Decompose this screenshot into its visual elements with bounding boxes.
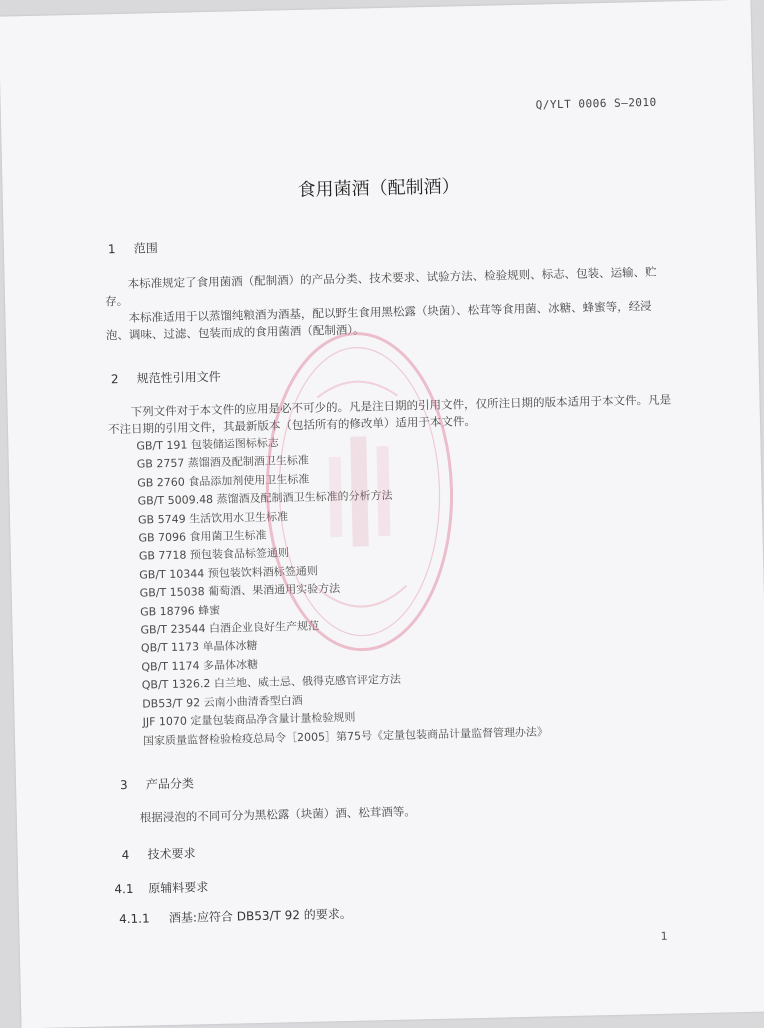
section-number: 1	[107, 242, 116, 257]
document-title: 食用菌酒（配制酒）	[297, 176, 460, 201]
section-3-heading	[120, 774, 194, 793]
reference-item: GB/T 23544 白酒企业良好生产规范	[140, 619, 320, 637]
section-title: 产品分类	[145, 776, 195, 792]
section-title: 酒基:应符合 DB53/T 92 的要求。	[168, 906, 352, 926]
reference-item: GB 2757 蒸馏酒及配制酒卫生标准	[136, 454, 309, 472]
scope-paragraph: 本标准适用于以蒸馏纯粮酒为酒基，配以野生食用黑松露（块菌）、松茸等食用菌、冰糖、蜂蜜等，经浸泡、调味、过滤、包装而成的食用菌酒（配制酒）。	[105, 298, 652, 343]
reference-item: GB/T 15038 葡萄酒、果酒通用实验方法	[139, 582, 341, 600]
section-title: 规范性引用文件	[136, 369, 221, 386]
document-code: Q/YLT 0006 S—2010	[535, 95, 657, 112]
reference-item: GB 2760 食品添加剂使用卫生标准	[137, 472, 310, 490]
reference-item: GB 18796 蜂蜜	[140, 603, 221, 619]
reference-item: DB53/T 92 云南小曲清香型白酒	[142, 693, 303, 711]
section-4-1-heading	[114, 878, 208, 897]
section-1-heading	[108, 239, 158, 257]
section-title: 技术要求	[147, 846, 196, 862]
reference-item: QB/T 1174 多晶体冰糖	[141, 657, 259, 674]
reference-item: GB 7096 食用菌卫生标准	[138, 528, 267, 545]
classification-paragraph: 根据浸泡的不同可分为黑松露（块菌）酒、松茸酒等。	[139, 804, 416, 825]
reference-item: JJF 1070 定量包装商品净含量计量检验规则	[142, 710, 356, 729]
section-number: 4.1.1	[118, 911, 150, 927]
section-number: 2	[110, 372, 119, 387]
page-number: 1	[660, 929, 668, 943]
references-list	[136, 428, 548, 750]
reference-item: QB/T 1326.2 白兰地、威士忌、俄得克感官评定方法	[141, 672, 402, 692]
reference-item: GB/T 10344 预包装饮料酒标签通则	[139, 564, 318, 582]
section-number: 4	[121, 847, 130, 863]
section-number: 4.1	[114, 881, 134, 897]
reference-item: GB 7718 预包装食品标签通则	[138, 546, 290, 564]
references-intro-text: 下列文件对于本文件的应用是必不可少的。凡是注日期的引用文件，仅所注日期的版本适用于本文件。凡是不注日期的引用文件，其最新版本（包括所有的修改单）适用于本文件。	[107, 392, 672, 437]
scope-text	[105, 263, 672, 344]
section-number: 3	[119, 777, 128, 793]
section-4-1-1-heading	[119, 905, 352, 927]
reference-item: GB/T 191 包装储运图标标志	[136, 436, 279, 453]
reference-item: QB/T 1173 单晶体冰糖	[140, 639, 258, 656]
section-title: 原辅料要求	[148, 880, 209, 896]
section-2-heading	[111, 368, 221, 387]
reference-item: 国家质量监督检验检疫总局令［2005］第75号《定量包装商品计量监督管理办法》	[142, 724, 549, 748]
reference-item: GB/T 5009.48 蒸馏酒及配制酒卫生标准的分析方法	[137, 489, 393, 508]
classification-text	[117, 797, 683, 827]
section-4-heading	[121, 844, 195, 863]
section-title: 范围	[133, 241, 158, 256]
reference-item: GB 5749 生活饮用水卫生标准	[137, 509, 289, 527]
scope-paragraph: 本标准规定了食用菌酒（配制酒）的产品分类、技术要求、试验方法、检验规则、标志、包装、运输、贮存。	[104, 264, 657, 309]
